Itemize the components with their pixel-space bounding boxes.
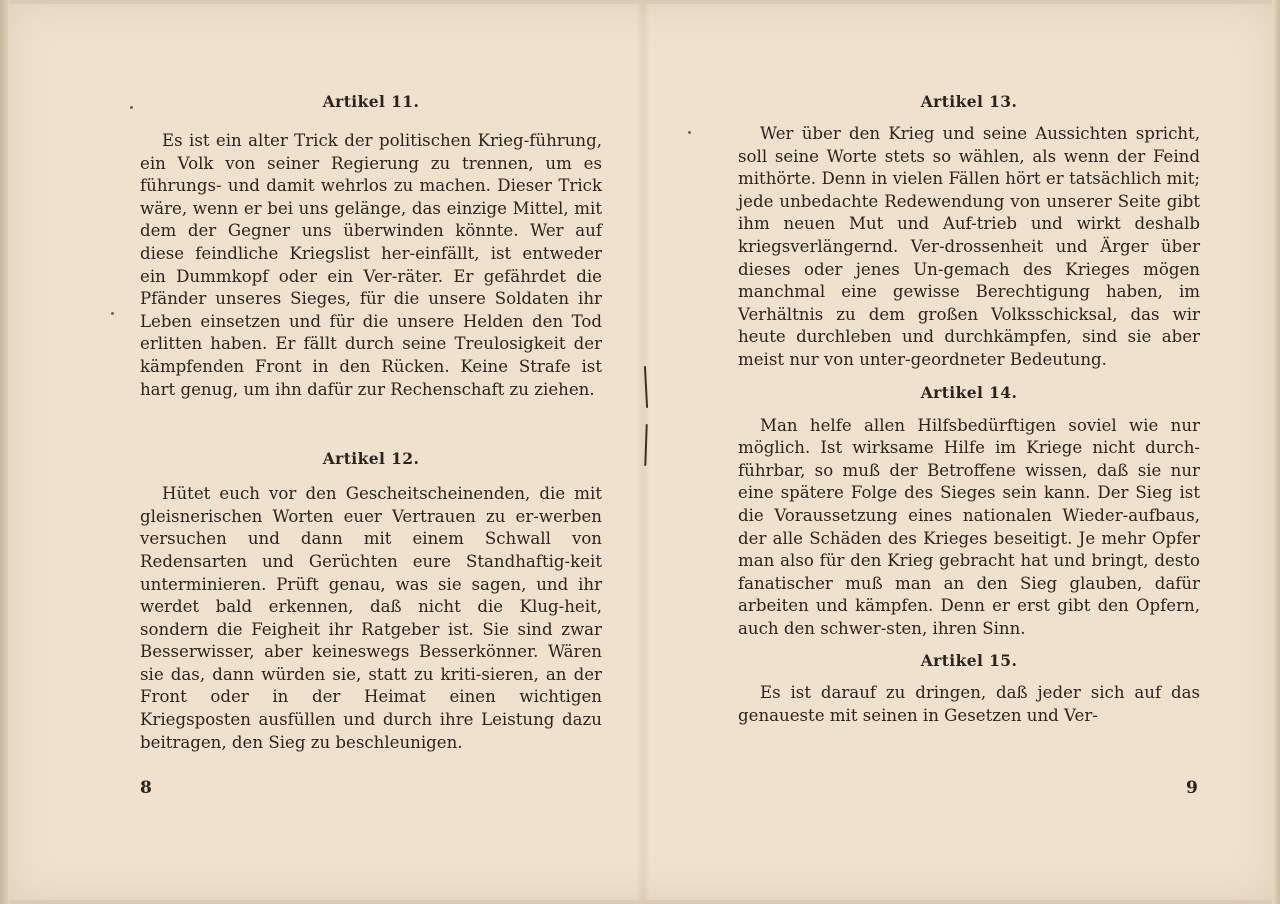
article-12-text: Hütet euch vor den Gescheitscheinenden, die mit gleisnerischen Worten euer Vertrauen zu er-werben versuchen und dann mit einem Schwall von Redensarten und Gerüchten eure Standhaftig-keit unterminieren. Prüft genau, was sie sagen, und ihr werdet bald erkennen, daß nicht die Klug-heit, sondern die Feigheit ihr Ratgeber ist. Sie sind zwar Besserwisser, aber keineswegs Besserkönner. Wären sie das, dann würden sie, statt zu kriti-sieren, an der Front oder in der Heimat einen wichtigen Kriegsposten ausfüllen und durch ihre Leistung dazu beitragen, den Sieg zu beschleunigen. [140, 484, 602, 752]
book-gutter [636, 4, 650, 900]
article-11-text: Es ist ein alter Trick der politischen Krieg-führung, ein Volk von seiner Regierung zu trennen, um es führungs- und damit wehrlos zu machen. Dieser Trick wäre, wenn er bei uns gelänge, das einzige Mittel, mit dem der Gegner uns überwinden könnte. Wer auf diese feindliche Kriegslist her-einfällt, ist entweder ein Dummkopf oder ein Ver-räter. Er gefährdet die Pfänder unseres Sieges, für die unsere Soldaten ihr Leben einsetzen und für die unsere Helden den Tod erlitten haben. Er fällt durch seine Treulosigkeit der kämpfenden Front in den Rücken. Keine Strafe ist hart genug, um ihn dafür zur Rechenschaft zu ziehen. [140, 131, 602, 399]
left-page [140, 92, 602, 754]
article-13-heading: Artikel 13. [920, 92, 1018, 111]
paper-speck [111, 312, 114, 315]
paper-speck [130, 106, 133, 109]
page-number-right: 9 [1186, 778, 1198, 798]
article-14-heading: Artikel 14. [920, 382, 1018, 402]
article-14-text: Man helfe allen Hilfsbedürftigen soviel wie nur möglich. Ist wirksame Hilfe im Kriege nicht durch-führbar, so muß der Betroffene wissen, daß sie nur eine spätere Folge des Sieges sein kann. Der Sieg ist die Voraussetzung eines nationalen Wieder-aufbaus, der alle Schäden des Krieges beseitigt. Je mehr Opfer man also für den Krieg gebracht hat und bringt, desto fanatischer muß man an den Sieg glauben, dafür arbeiten und kämpfen. Denn er erst gibt den Opfern, auch den schwer-sten, ihren Sinn. [738, 415, 1200, 638]
article-12-heading: Artikel 12. [322, 449, 420, 469]
paper-speck [688, 131, 691, 134]
page-number-left: 8 [140, 778, 152, 798]
right-page [738, 92, 1200, 728]
article-15-heading: Artikel 15. [920, 651, 1018, 671]
article-13-text: Wer über den Krieg und seine Aussichten spricht, soll seine Worte stets so wählen, als wenn der Feind mithörte. Denn in vielen Fällen hört er tatsächlich mit; jede unbedachte Redewendung von unserer Seite gibt ihm neuen Mut und Auf-trieb und wirkt deshalb kriegsverlängernd. Ver-drossenheit und Ärger über dieses oder jenes Un-gemach des Krieges mögen manchmal eine gewisse Berechtigung haben, im Verhältnis zu dem großen Volksschicksal, das wir heute durchleben und durchkämpfen, sind sie aber meist nur von unter-geordneter Bedeutung. [738, 124, 1200, 369]
article-11-heading: Artikel 11. [322, 92, 420, 111]
article-15-text: Es ist darauf zu dringen, daß jeder sich auf das genaueste mit seinen in Gesetzen und Ver- [738, 683, 1200, 726]
